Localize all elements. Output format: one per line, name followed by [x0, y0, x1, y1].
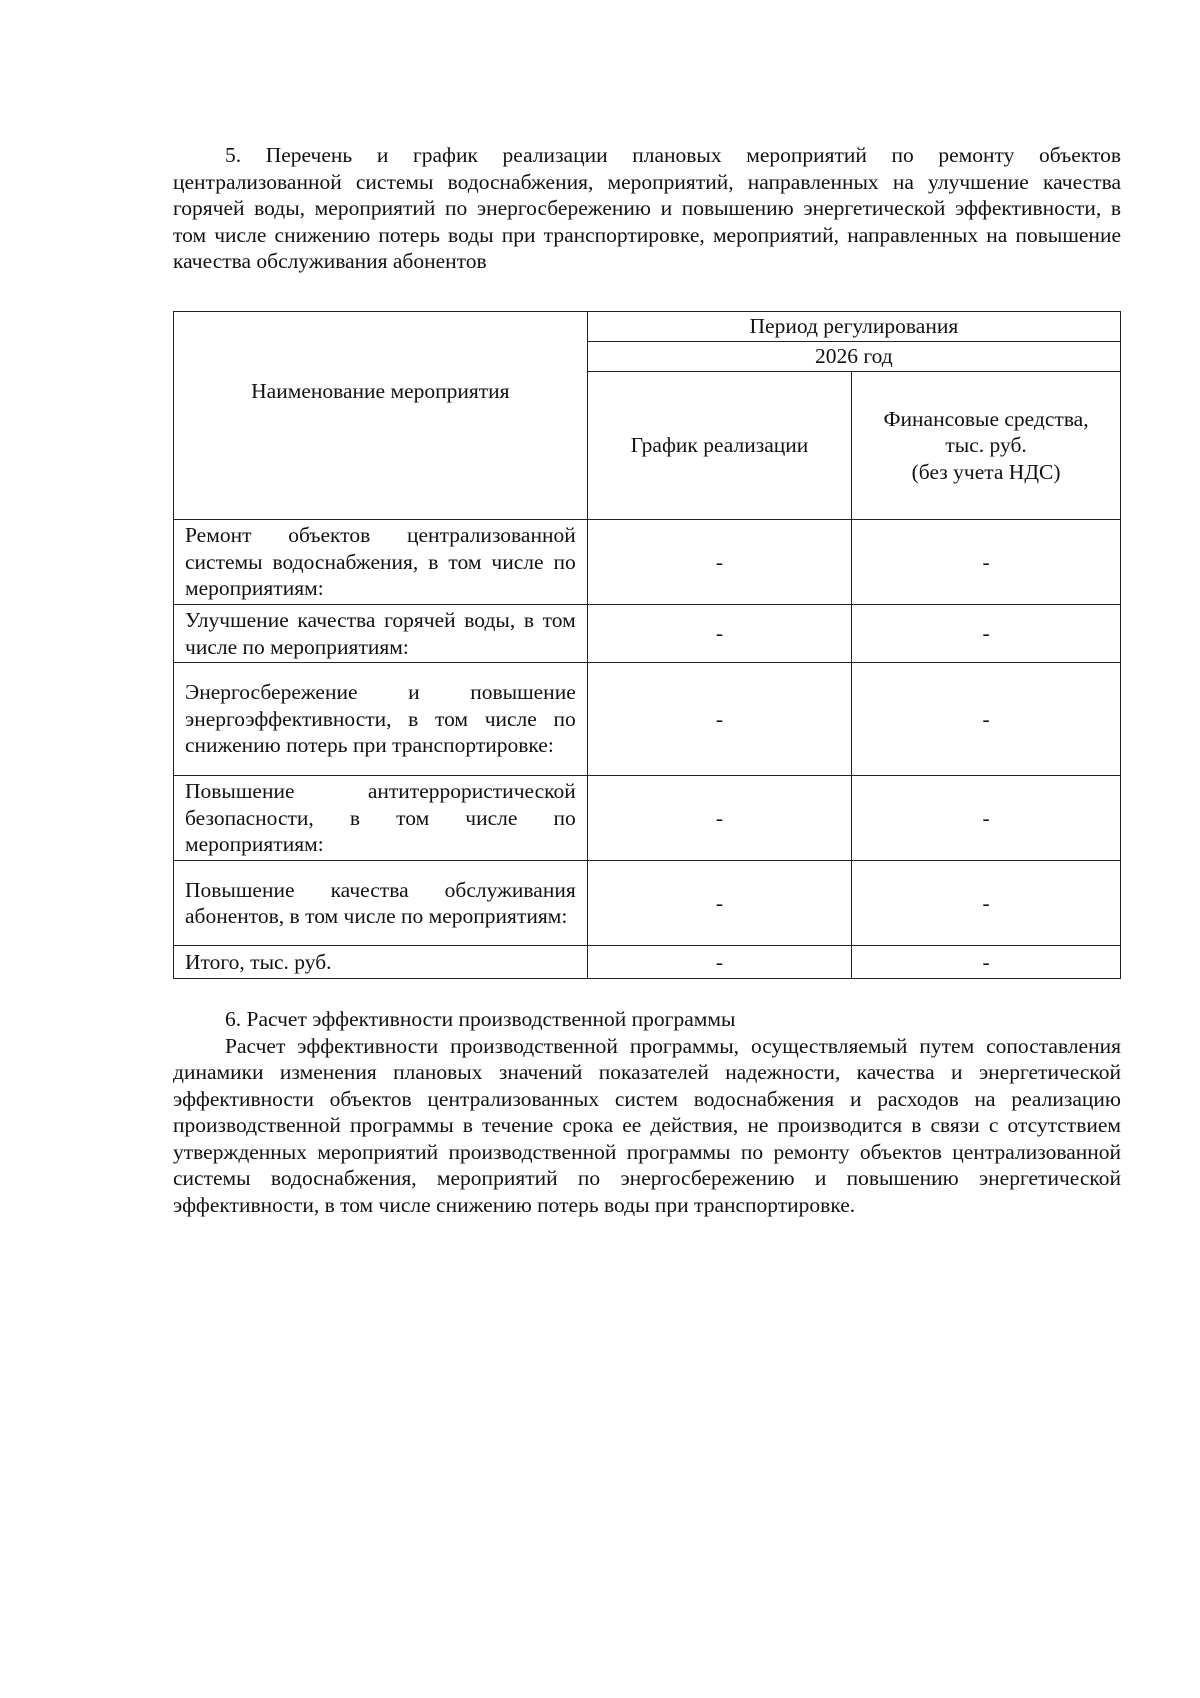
row-finance: - — [852, 520, 1121, 605]
row-finance: - — [852, 605, 1121, 663]
header-name-cell — [174, 312, 588, 520]
row-label: Повышение антитеррористической безопасности, в том числе по мероприятиям: — [174, 776, 588, 861]
row-schedule: - — [587, 861, 851, 946]
row-schedule: - — [587, 605, 851, 663]
table-row — [174, 861, 1121, 946]
row-finance: - — [852, 776, 1121, 861]
section-6-body: Расчет эффективности производственной программы, осуществляемый путем сопоставления динамики изменения плановых значений показателей надежности, качества и энергетической эффективности объектов централизованных систем водоснабжения и расходов на реализацию производственной программы в течение срока ее действия, не производится в связи с отсутствием утвержденных мероприятий производственной программы по ремонту объектов централизованной системы водоснабжения, мероприятий по энергосбережению и повышению энергетической эффективности, в том числе снижению потерь воды при транспортировке. — [173, 1033, 1121, 1217]
header-finance-line: тыс. руб. — [945, 433, 1027, 458]
header-finance-line: (без учета НДС) — [911, 459, 1061, 484]
row-label: Улучшение качества горячей воды, в том числе по мероприятиям: — [174, 605, 588, 663]
table-row — [174, 776, 1121, 861]
section-6-title: 6. Расчет эффективности производственной программы — [225, 1007, 736, 1031]
header-period-cell: Период регулирования — [587, 312, 1120, 342]
row-schedule: - — [587, 663, 851, 776]
header-name-label: Наименование мероприятия — [251, 379, 510, 404]
row-schedule: - — [587, 520, 851, 605]
total-label: Итого, тыс. руб. — [174, 946, 588, 979]
row-label: Энергосбережение и повышение энергоэффективности, в том числе по снижению потерь при транспортировке: — [174, 663, 588, 776]
row-finance: - — [852, 663, 1121, 776]
row-finance: - — [852, 861, 1121, 946]
total-schedule: - — [587, 946, 851, 979]
table-row — [174, 520, 1121, 605]
section-6 — [173, 1006, 1121, 1218]
table-row — [174, 605, 1121, 663]
section-5-heading: 5. Перечень и график реализации плановых мероприятий по ремонту объектов централизованной системы водоснабжения, мероприятий, направленных на улучшение качества горячей воды, мероприятий по энергосбережению и повышению энергетической эффективности, в том числе снижению потерь воды при транспортировке, мероприятий, направленных на повышение качества обслуживания абонентов — [173, 143, 1121, 273]
header-finance-line: Финансовые средства, — [883, 406, 1089, 431]
header-year-cell: 2026 год — [587, 342, 1120, 372]
header-schedule-cell: График реализации — [587, 372, 851, 520]
measures-table — [173, 311, 1121, 979]
table-total-row — [174, 946, 1121, 979]
row-schedule: - — [587, 776, 851, 861]
row-label: Повышение качества обслуживания абонентов, в том числе по мероприятиям: — [174, 861, 588, 946]
row-label: Ремонт объектов централизованной системы водоснабжения, в том числе по мероприятиям: — [174, 520, 588, 605]
table-header-row — [174, 312, 1121, 342]
table-row — [174, 663, 1121, 776]
total-finance: - — [852, 946, 1121, 979]
header-finance-cell — [852, 372, 1121, 520]
section-5 — [173, 142, 1121, 275]
